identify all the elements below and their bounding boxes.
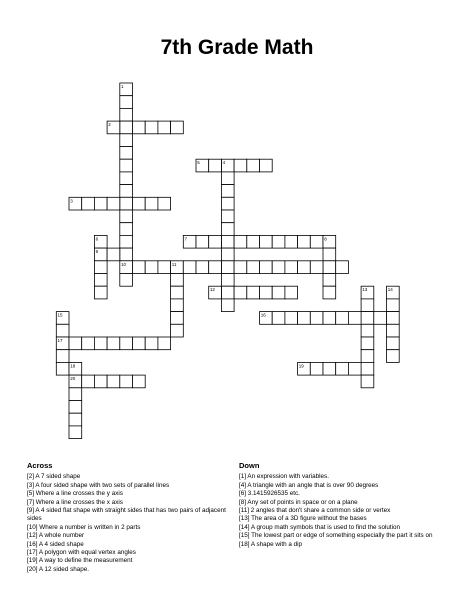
down-clue: [1] An expression with variables.: [239, 473, 329, 481]
grid-cell[interactable]: [285, 312, 298, 325]
grid-cell[interactable]: [120, 375, 133, 388]
grid-cell[interactable]: [221, 299, 234, 312]
grid-cell[interactable]: [94, 286, 107, 299]
grid-cell[interactable]: [94, 261, 107, 274]
grid-cell[interactable]: [221, 210, 234, 223]
grid-cell[interactable]: [82, 375, 95, 388]
grid-clue-number: 13: [362, 287, 368, 293]
grid-cell[interactable]: [69, 337, 82, 350]
grid-cell[interactable]: [94, 375, 107, 388]
grid-clue-number: 7: [184, 236, 188, 242]
grid-cell[interactable]: [221, 235, 234, 248]
grid-cell[interactable]: [120, 223, 133, 236]
grid-clue-number: 3: [70, 198, 73, 204]
grid-cell[interactable]: [361, 324, 374, 337]
grid-cell[interactable]: [260, 235, 273, 248]
grid-clue-number: 9: [95, 249, 99, 255]
grid-cell[interactable]: [387, 312, 400, 325]
grid-clue-number: 1: [121, 84, 124, 89]
grid-cell[interactable]: [94, 274, 107, 287]
grid-cell[interactable]: [120, 248, 133, 261]
grid-cell[interactable]: [336, 362, 349, 375]
grid-cell[interactable]: [272, 312, 285, 325]
grid-cell[interactable]: [120, 197, 133, 210]
grid-cell[interactable]: [310, 362, 323, 375]
across-heading: Across: [27, 461, 53, 470]
grid-clue-number: 5: [197, 160, 200, 166]
grid-cell[interactable]: [247, 261, 260, 274]
grid-cell[interactable]: [158, 261, 171, 274]
grid-cell[interactable]: [69, 426, 82, 439]
grid-cell[interactable]: [120, 172, 133, 185]
grid-clue-number: 19: [298, 363, 304, 369]
grid-cell[interactable]: [133, 375, 146, 388]
grid-cell[interactable]: [272, 286, 285, 299]
across-clue: [5] Where a line crosses the y axis: [27, 490, 123, 498]
grid-cell[interactable]: [285, 235, 298, 248]
down-clue: [11] 2 angles that don't share a common side or vertex: [239, 507, 391, 515]
across-clue: [2] A 7 sided shape: [27, 473, 81, 481]
grid-cell[interactable]: [196, 261, 209, 274]
grid-cell[interactable]: [323, 286, 336, 299]
grid-cell[interactable]: [120, 235, 133, 248]
grid-cell[interactable]: [56, 324, 69, 337]
grid-cell[interactable]: [158, 337, 171, 350]
grid-cell[interactable]: [171, 286, 184, 299]
grid-cell[interactable]: [298, 312, 311, 325]
down-clue: [13] The area of a 3D figure without the bases: [239, 515, 367, 523]
down-clue: [4] A triangle with an angle that is over 90 degrees: [239, 481, 379, 489]
down-clue: [18] A shape with a dip: [239, 540, 303, 548]
grid-cell[interactable]: [120, 185, 133, 198]
across-clues: [27, 462, 227, 574]
grid-cell[interactable]: [361, 350, 374, 363]
grid-cell[interactable]: [387, 350, 400, 363]
grid-cell[interactable]: [183, 261, 196, 274]
grid-cell[interactable]: [234, 159, 247, 172]
grid-cell[interactable]: [82, 197, 95, 210]
grid-clue-number: 17: [57, 338, 63, 343]
grid-cell[interactable]: [361, 299, 374, 312]
grid-cell[interactable]: [145, 337, 158, 350]
grid-cell[interactable]: [247, 235, 260, 248]
grid-cell[interactable]: [120, 134, 133, 147]
grid-cell[interactable]: [158, 197, 171, 210]
across-clue: [16] A 4 sided shape: [27, 540, 84, 548]
grid-clue-number: 2: [108, 122, 111, 128]
grid-cell[interactable]: [209, 261, 222, 274]
grid-clue-number: 15: [57, 312, 63, 318]
grid-cell[interactable]: [348, 312, 361, 325]
grid-cell[interactable]: [94, 337, 107, 350]
down-clues: [239, 462, 444, 549]
grid-cell[interactable]: [145, 261, 158, 274]
across-clue: [19] A way to define the measurement: [27, 557, 133, 565]
grid-cell[interactable]: [361, 375, 374, 388]
grid-cell[interactable]: [221, 274, 234, 287]
grid-clue-number: 18: [70, 363, 76, 369]
grid-clue-number: 20: [70, 376, 76, 382]
grid-cell[interactable]: [133, 197, 146, 210]
grid-cell[interactable]: [56, 350, 69, 363]
grid-cell[interactable]: [221, 172, 234, 185]
grid-cell[interactable]: [145, 121, 158, 134]
grid-cell[interactable]: [247, 159, 260, 172]
grid-clue-number: 12: [209, 287, 215, 293]
grid-clue-number: 10: [121, 261, 127, 267]
grid-cell[interactable]: [234, 286, 247, 299]
grid-cell[interactable]: [285, 261, 298, 274]
grid-cell[interactable]: [221, 261, 234, 274]
grid-cell[interactable]: [221, 197, 234, 210]
across-clue: [12] A whole number: [27, 532, 85, 540]
grid-cell[interactable]: [209, 235, 222, 248]
grid-cell[interactable]: [120, 121, 133, 134]
grid-cell[interactable]: [361, 337, 374, 350]
grid-clue-number: 6: [95, 236, 99, 242]
grid-cell[interactable]: [120, 337, 133, 350]
across-clue: [7] Where a line crosses the x axis: [27, 498, 123, 506]
grid-cell[interactable]: [158, 121, 171, 134]
grid-cell[interactable]: [221, 223, 234, 236]
down-clue: [8] Any set of points in space or on a plane: [239, 498, 358, 506]
grid-cell[interactable]: [171, 121, 184, 134]
grid-cell[interactable]: [361, 362, 374, 375]
grid-cell[interactable]: [348, 362, 361, 375]
grid-cell[interactable]: [387, 324, 400, 337]
grid-cell[interactable]: [323, 248, 336, 261]
grid-cell[interactable]: [120, 274, 133, 287]
grid-cell[interactable]: [387, 337, 400, 350]
grid-cell[interactable]: [69, 413, 82, 426]
grid-cell[interactable]: [209, 159, 222, 172]
grid-cell[interactable]: [323, 274, 336, 287]
grid-cell[interactable]: [221, 248, 234, 261]
grid-cell[interactable]: [120, 108, 133, 121]
grid-cell[interactable]: [260, 286, 273, 299]
grid-cell[interactable]: [94, 197, 107, 210]
grid-clue-number: 11: [171, 261, 177, 267]
grid-cell[interactable]: [247, 286, 260, 299]
across-clue: [17] A polygon with equal vertex angles: [27, 549, 136, 557]
across-clue: [9] A 4 sided flat shape with straight sides that has two pairs of adjacent sides: [27, 507, 226, 523]
grid-cell[interactable]: [120, 159, 133, 172]
grid-cell[interactable]: [374, 312, 387, 325]
down-heading: Down: [239, 461, 260, 470]
across-clue: [20] A 12 sided shape.: [27, 565, 89, 573]
grid-cell[interactable]: [133, 337, 146, 350]
grid-cell[interactable]: [120, 147, 133, 160]
grid-cell[interactable]: [323, 312, 336, 325]
grid-cell[interactable]: [260, 261, 273, 274]
grid-cell[interactable]: [107, 375, 120, 388]
grid-cell[interactable]: [285, 286, 298, 299]
grid-cell[interactable]: [196, 235, 209, 248]
grid-cell[interactable]: [298, 235, 311, 248]
puzzle-title: 7th Grade Math: [160, 36, 314, 59]
grid-cell[interactable]: [69, 388, 82, 401]
grid-cell[interactable]: [145, 197, 158, 210]
grid-cell[interactable]: [56, 362, 69, 375]
grid-cell[interactable]: [336, 312, 349, 325]
grid-cell[interactable]: [107, 197, 120, 210]
grid-cell[interactable]: [107, 248, 120, 261]
grid-cell[interactable]: [171, 299, 184, 312]
grid-cell[interactable]: [133, 121, 146, 134]
grid-cell[interactable]: [234, 235, 247, 248]
grid-cell[interactable]: [387, 299, 400, 312]
grid-clue-number: 4: [222, 160, 226, 166]
grid-cell[interactable]: [310, 312, 323, 325]
grid-cell[interactable]: [82, 337, 95, 350]
grid-cell[interactable]: [260, 159, 273, 172]
grid-cell[interactable]: [336, 261, 349, 274]
grid-cell[interactable]: [171, 312, 184, 325]
grid-cell[interactable]: [120, 210, 133, 223]
grid-cell[interactable]: [323, 261, 336, 274]
grid-clue-number: 8: [324, 236, 327, 242]
across-clue: [10] Where a number is written in 2 parts: [27, 523, 141, 531]
down-clue: [15] The lowest part or edge of something especially the part it sits on: [239, 532, 433, 540]
grid-cell[interactable]: [323, 362, 336, 375]
grid-cell[interactable]: [272, 261, 285, 274]
grid-cell[interactable]: [234, 261, 247, 274]
grid-cell[interactable]: [298, 261, 311, 274]
grid-cell[interactable]: [272, 235, 285, 248]
across-clue: [3] A four sided shape with two sets of parallel lines: [27, 481, 170, 489]
down-clue: [6] 3.1415926535 etc.: [239, 490, 300, 498]
grid-cell[interactable]: [310, 235, 323, 248]
grid-clue-number: 16: [260, 312, 266, 318]
grid-cell[interactable]: [171, 274, 184, 287]
grid-cell[interactable]: [133, 261, 146, 274]
grid-cell[interactable]: [221, 185, 234, 198]
grid-clue-number: 14: [387, 287, 393, 293]
grid-cell[interactable]: [107, 337, 120, 350]
grid-cell[interactable]: [361, 312, 374, 325]
grid-cell[interactable]: [69, 401, 82, 414]
grid-cell[interactable]: [120, 96, 133, 109]
grid-cell[interactable]: [221, 286, 234, 299]
down-clue: [14] A group math symbols that is used to find the solution: [239, 523, 401, 531]
grid-cell[interactable]: [310, 261, 323, 274]
grid-cell[interactable]: [171, 324, 184, 337]
